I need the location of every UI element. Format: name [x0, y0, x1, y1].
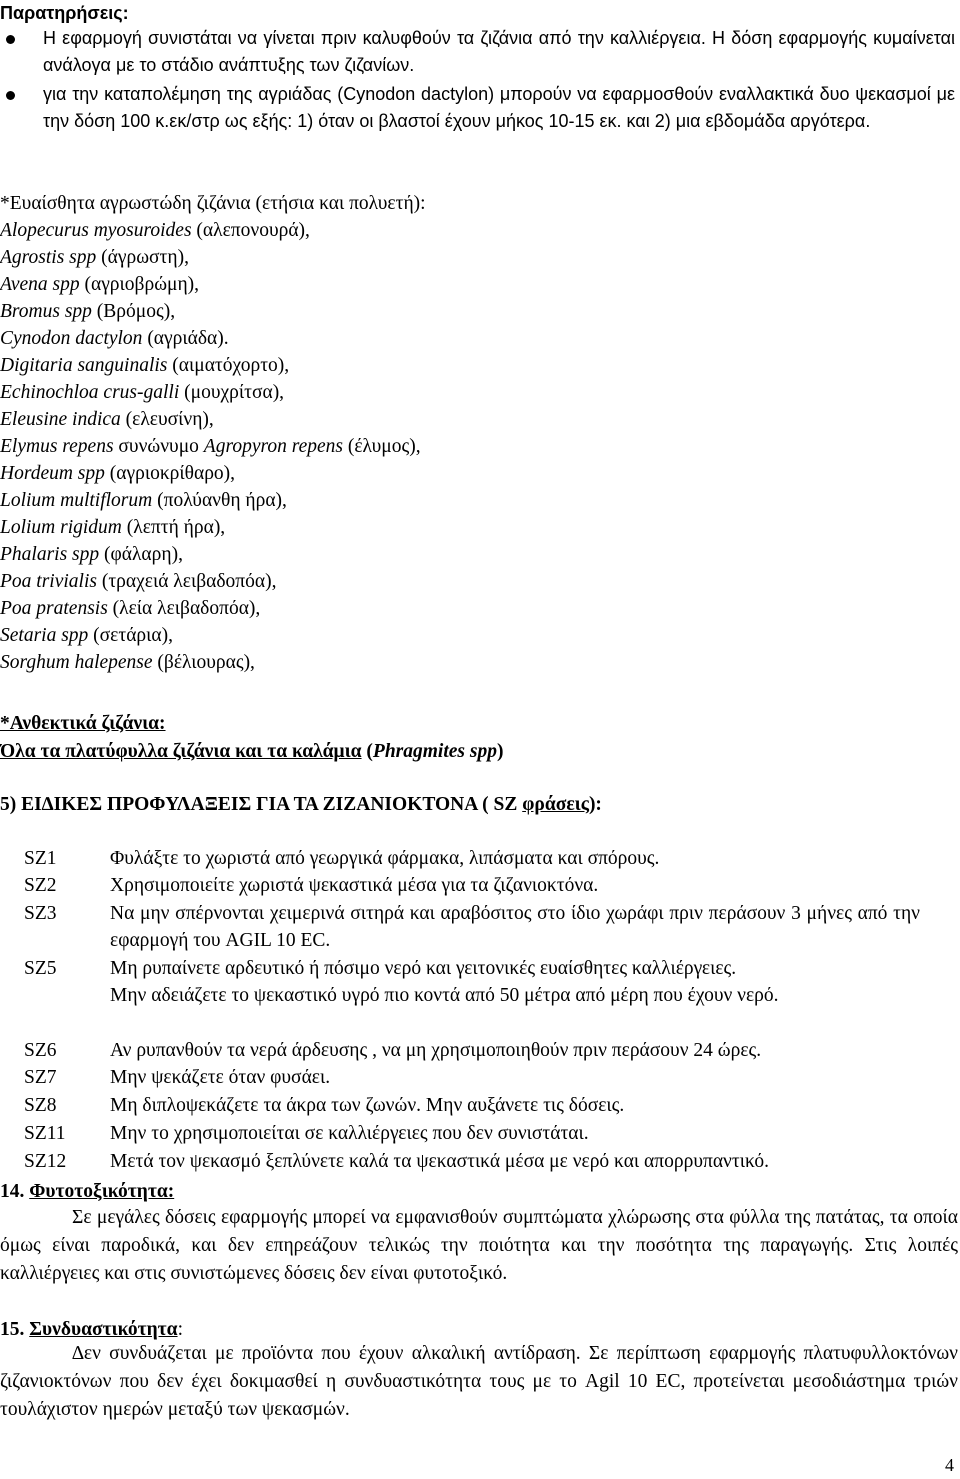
sz-code: SZ5 [24, 958, 57, 979]
sz-title-pre: 5) ΕΙ∆ΙΚΕΣ ΠΡΟΦΥΛΑΞΕΙΣ ΓΙΑ ΤΑ ΖΙΖΑΝΙΟΚΤΟΝΑ ( SZ [0, 794, 523, 815]
weed-common-name: (φάλαρη), [99, 544, 183, 565]
bullet-icon [6, 91, 15, 100]
remarks-title: Παρατηρήσεις: [0, 3, 129, 23]
weed-common-name: (άγρωστη), [96, 247, 189, 268]
sz-title-sub: φράσεις [522, 794, 589, 815]
weed-item [0, 622, 421, 649]
weed-item [0, 217, 421, 244]
weed-latin-name: Phalaris spp [0, 544, 100, 565]
sz-code: SZ2 [24, 875, 57, 896]
sz-text-line: Φυλάξτε το χωριστά από γεωργικά φάρμακα, λιπάσματα και σπόρους. [110, 848, 660, 869]
sensitive-weeds-list [0, 217, 421, 676]
sz-text [110, 955, 920, 1009]
resistant-weeds-title: *Ανθεκτικά ζιζάνια: [0, 713, 166, 734]
weed-item [0, 379, 421, 406]
weed-common-name: (αλεπονουρά), [191, 220, 310, 241]
weed-item [0, 244, 421, 271]
sz-text [110, 872, 920, 899]
compatibility-number: 15. [0, 1319, 30, 1340]
sz-code: SZ7 [24, 1067, 57, 1088]
weed-item [0, 541, 421, 568]
sz-code: SZ3 [24, 903, 57, 924]
weed-latin-name: Bromus spp [0, 301, 92, 322]
weed-latin-name: Elymus repens [0, 436, 114, 457]
weed-item [0, 649, 421, 676]
sz-title-post: ): [588, 794, 602, 815]
remark-text-2-content: για την καταπολέμηση της αγριάδας (Cynodon dactylon) μπορούν να εφαρμοσθούν εναλλακτικά δυο ψεκασμοί με την δόση 100 κ.εκ/στρ ως εξής: 1) όταν οι βλαστοί έχουν μήκος 10-15 εκ. και 2) μια εβδομάδα αργότερα. [43, 84, 955, 131]
weed-latin-name: Poa pratensis [0, 598, 108, 619]
weed-common-name: (αγριοκρίθαρο), [104, 463, 236, 484]
sz-code: SZ12 [24, 1151, 67, 1172]
sz-text-line: Μη διπλοψεκάζετε τα άκρα των ζωνών. Μην αυξάνετε τις δόσεις. [110, 1095, 625, 1116]
sz-text-line: Μην το χρησιμοποιείται σε καλλιέργειες που δεν συνιστάται. [110, 1123, 589, 1144]
weed-latin-name: Sorghum halepense [0, 652, 153, 673]
weed-common-name: (βέλιουρας), [152, 652, 255, 673]
weed-common-name: (αγριάδα). [142, 328, 229, 349]
phytotoxicity-text: Σε μεγάλες δόσεις εφαρμογής μπορεί να εμφανισθούν συμπτώματα χλώρωσης στα φύλλα της πατάτας, τα οποία όμως είναι παροδικά, και δεν επηρεάζουν τελικώς την ποιότητα και την ποσότητα της παραγωγής. Στις λοιπές καλλιέργειες και στις συνιστώμενες δόσεις δεν είναι φυτοτοξικό. [0, 1207, 958, 1284]
weed-latin-name: Lolium rigidum [0, 517, 122, 538]
weed-latin-name: Echinochloa crus-galli [0, 382, 180, 403]
sz-text [110, 1120, 920, 1147]
weed-latin-name: Alopecurus myosuroides [0, 220, 192, 241]
weed-item [0, 298, 421, 325]
weed-common-name: (πολύανθη ήρα), [152, 490, 287, 511]
weed-item [0, 325, 421, 352]
sensitive-weeds-title: *Ευαίσθητα αγρωστώδη ζιζάνια (ετήσια και πολυετή): [0, 193, 426, 214]
sz-text-line: Μην ψεκάζετε όταν φυσάει. [110, 1067, 331, 1088]
weed-latin-name: Agrostis spp [0, 247, 97, 268]
sz-text-line: Να μην σπέρνονται χειμερινά σιτηρά και αραβόσιτος στο ίδιο χωράφι πριν περάσουν 3 μήνες από την εφαρμογή του AGIL 10 EC. [110, 903, 920, 951]
sz-text-line-2: Μην αδειάζετε το ψεκαστικό υγρό πιο κοντά από 50 μέτρα από μέρη που έχουν νερό. [110, 985, 779, 1006]
weed-latin-name: Cynodon dactylon [0, 328, 143, 349]
sz-code: SZ6 [24, 1040, 57, 1061]
sz-code: SZ11 [24, 1123, 66, 1144]
weed-item [0, 487, 421, 514]
resistant-weeds-text: Όλα τα πλατύφυλλα ζιζάνια και τα καλάμια [0, 741, 362, 762]
page-number: 4 [945, 1455, 954, 1475]
weed-common-name: (τραχειά λειβαδοπόα), [96, 571, 277, 592]
weed-common-name: συνώνυμο [113, 436, 204, 457]
remark-text-2 [43, 81, 955, 135]
weed-common-name: (σετάρια), [88, 625, 173, 646]
sz-text [110, 1092, 920, 1119]
phragmites-latin: Phragmites spp [372, 741, 497, 762]
phytotoxicity-heading [0, 1178, 174, 1205]
paren-open: ( [361, 741, 373, 762]
weed-item [0, 271, 421, 298]
weed-latin-name: Eleusine indica [0, 409, 121, 430]
weed-item [0, 514, 421, 541]
sz-text [110, 1037, 920, 1064]
sz-text-line: Χρησιμοποιείτε χωριστά ψεκαστικά μέσα για τα ζιζανιοκτόνα. [110, 875, 599, 896]
weed-common-name: (Βρόμος), [91, 301, 176, 322]
weed-latin-name: Poa trivialis [0, 571, 97, 592]
compatibility-colon: : [177, 1319, 183, 1340]
weed-item [0, 406, 421, 433]
weed-common-name: (λεία λειβαδοπόα), [107, 598, 261, 619]
weed-item [0, 595, 421, 622]
compatibility-heading [0, 1316, 183, 1343]
weed-latin-name: Hordeum spp [0, 463, 105, 484]
paren-close: ) [496, 741, 504, 762]
sz-code: SZ1 [24, 848, 57, 869]
weed-synonym-common: (έλυμος), [342, 436, 421, 457]
bullet-icon [6, 35, 15, 44]
weed-item [0, 568, 421, 595]
weed-common-name: (λεπτή ήρα), [121, 517, 226, 538]
weed-latin-name: Setaria spp [0, 625, 89, 646]
sz-text-line: Μη ρυπαίνετε αρδευτικό ή πόσιμο νερό και γειτονικές ευαίσθητες καλλιέργειες. [110, 958, 737, 979]
phytotoxicity-title: Φυτοτοξικότητα: [29, 1181, 175, 1202]
remark-text-1: Η εφαρμογή συνιστάται να γίνεται πριν καλυφθούν τα ζιζάνια από την καλλιέργεια. Η δόση εφαρμογής κυμαίνεται ανάλογα με το στάδιο ανάπτυξης των ζιζανίων. [43, 28, 955, 75]
weed-latin-name: Avena spp [0, 274, 80, 295]
compatibility-text: ∆εν συνδυάζεται με προϊόντα που έχουν αλκαλική αντίδραση. Σε περίπτωση εφαρμογής πλατυφυλλοκτόνων ζιζανιοκτόνων που δεν έχει δοκιμασθεί η συνδυαστικότητα τους με το Agil 10 EC, προτείνεται μεσοδιάστημα τριών τουλάχιστον ημερών μεταξύ των ψεκασμών. [0, 1343, 958, 1420]
weed-synonym-latin: Agropyron repens [203, 436, 343, 457]
weed-common-name: (αιματόχορτο), [167, 355, 290, 376]
weed-common-name: (μουχρίτσα), [179, 382, 285, 403]
sz-section-title [0, 791, 602, 818]
weed-latin-name: Lolium multiflorum [0, 490, 153, 511]
sz-text [110, 900, 920, 954]
sz-text-line: Μετά τον ψεκασμό ξεπλύνετε καλά τα ψεκαστικά μέσα με νερό και απορρυπαντικό. [110, 1151, 769, 1172]
sz-code: SZ8 [24, 1095, 57, 1116]
sz-text [110, 1148, 920, 1175]
weed-item [0, 460, 421, 487]
weed-common-name: (ελευσίνη), [120, 409, 214, 430]
sz-text [110, 845, 920, 872]
sz-text-line: Αν ρυπανθούν τα νερά άρδευσης , να μη χρησιμοποιηθούν πριν περάσουν 24 ώρες. [110, 1040, 762, 1061]
sz-text [110, 1064, 920, 1091]
phytotoxicity-number: 14. [0, 1181, 30, 1202]
weed-item [0, 433, 421, 460]
weed-common-name: (αγριοβρώμη), [79, 274, 200, 295]
compatibility-title: Συνδυαστικότητα [29, 1319, 178, 1340]
resistant-weeds-line [0, 738, 503, 765]
weed-latin-name: Digitaria sanguinalis [0, 355, 168, 376]
weed-item [0, 352, 421, 379]
